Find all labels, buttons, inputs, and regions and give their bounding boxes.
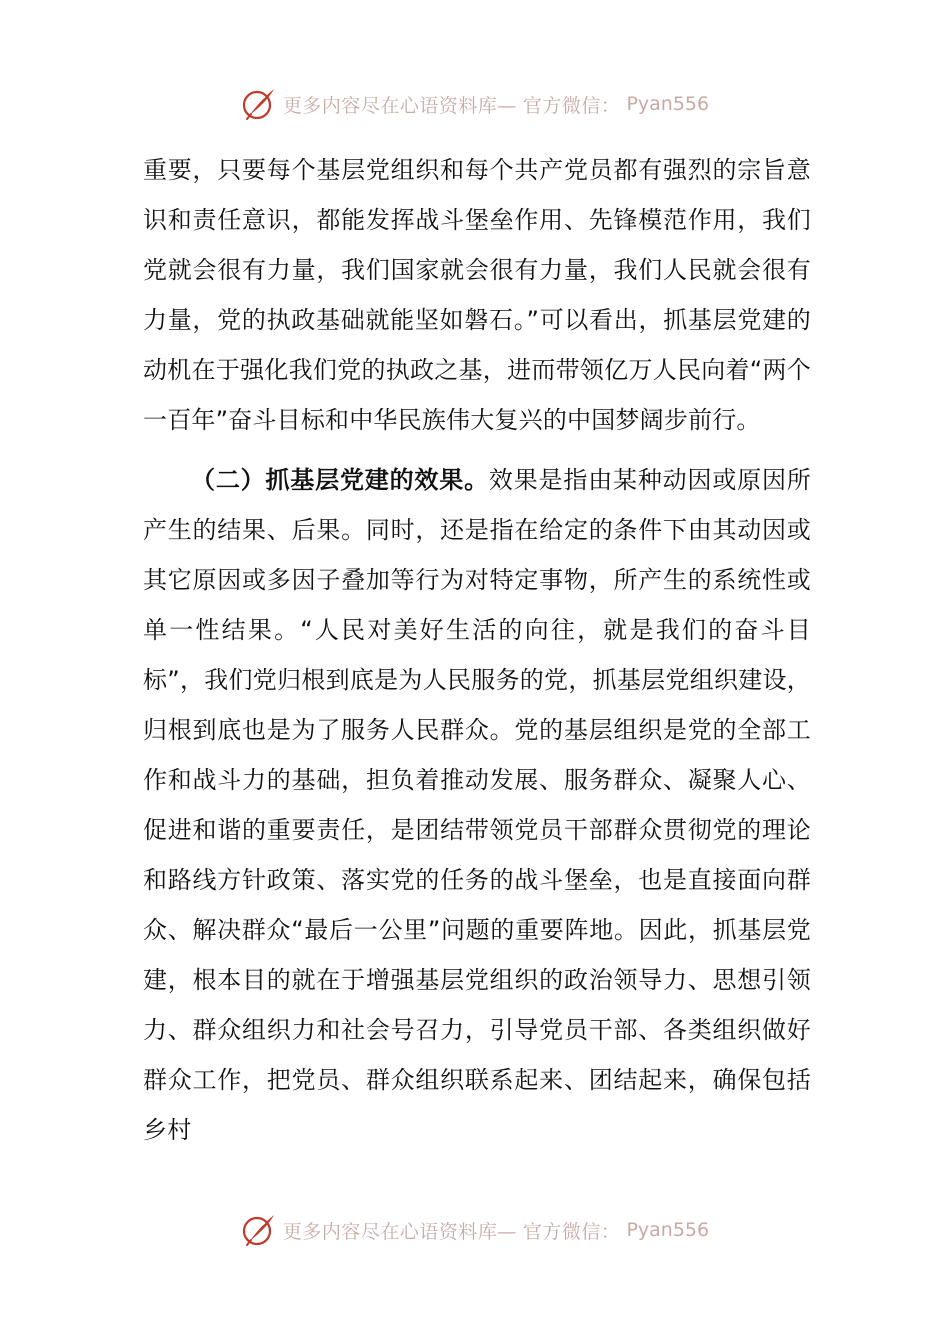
watermark-site-text: 更多内容尽在心语资料库— [282,94,517,117]
watermark-site-text: 更多内容尽在心语资料库— [282,1220,517,1243]
quill-pen-logo-icon [241,1212,277,1248]
footer-watermark [0,1210,950,1250]
watermark-wechat-id: Pyan556 [626,1219,710,1241]
paragraph-effect-text: 效果是指由某种动因或原因所产生的结果、后果。同时，还是指在给定的条件下由其动因或其它原因或多因子叠加等行为对特定事物，所产生的系统性或单一性结果。“人民对美好生活的向往，就是我们的奋斗目标”，我们党归根到底是为人民服务的党，抓基层党组织建设，归根到底也是为了服务人民群众。党的基层组织是党的全部工作和战斗力的基础，担负着推动发展、服务群众、凝聚人心、促进和谐的重要责任，是团结带领党员干部群众贯彻党的理论和路线方针政策、落实党的任务的战斗堡垒，也是直接面向群众、解决群众“最后一公里”问题的重要阵地。因此，抓基层党建，根本目的就在于增强基层党组织的政治领导力、思想引领力、群众组织力和社会号召力，引导党员干部、各类组织做好群众工作，把党员、群众组织联系起来、团结起来，确保包括乡村 [143,466,811,1144]
watermark-wechat-label: 官方微信： [522,94,621,117]
paragraph-effect [143,455,811,1155]
paragraph-continued: 重要，只要每个基层党组织和每个共产党员都有强烈的宗旨意识和责任意识，都能发挥战斗堡垒作用、先锋模范作用，我们党就会很有力量，我们国家就会很有力量，我们人民就会很有力量，党的执政基础就能坚如磐石。”可以看出，抓基层党建的动机在于强化我们党的执政之基，进而带领亿万人民向着“两个一百年”奋斗目标和中华民族伟大复兴的中国梦阔步前行。 [143,156,811,434]
document-body [143,145,811,1155]
section-heading: （二）抓基层党建的效果。 [191,466,489,494]
header-watermark [0,84,950,124]
watermark-wechat-label: 官方微信： [522,1220,621,1243]
quill-pen-logo-icon [241,86,277,122]
watermark-wechat-id: Pyan556 [626,93,710,115]
